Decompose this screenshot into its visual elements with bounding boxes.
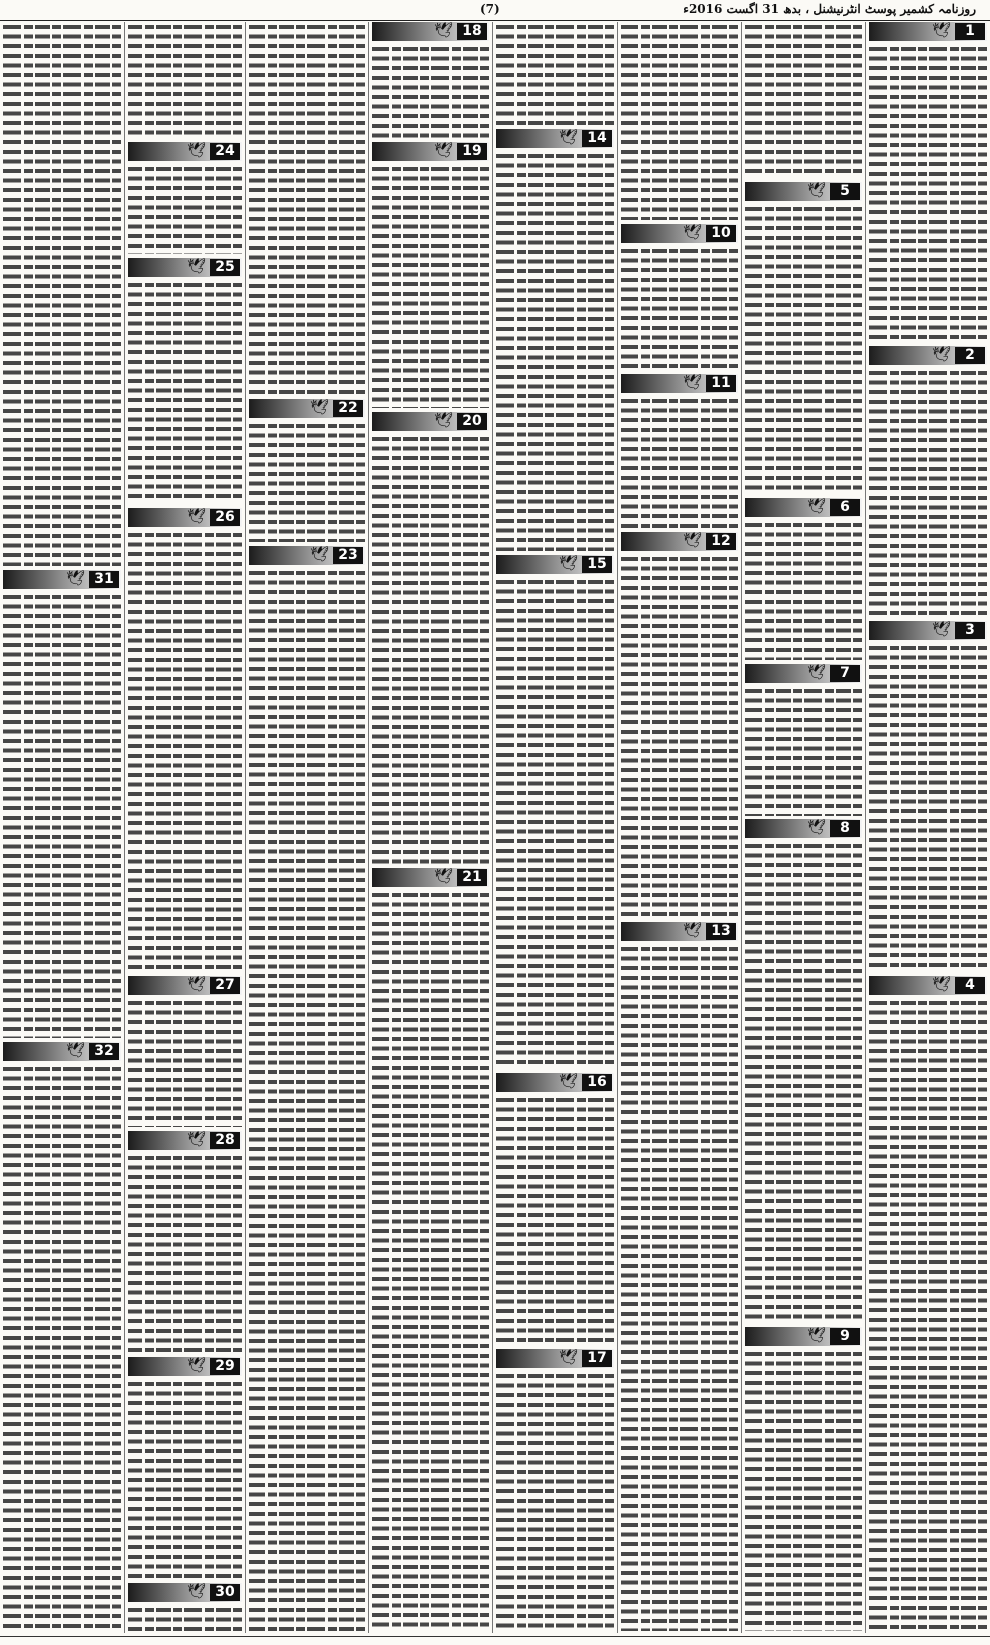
dove-icon: 🕊: [806, 1326, 826, 1344]
dove-icon: 🕊: [931, 21, 951, 39]
section-number: 4: [955, 977, 985, 994]
dove-icon: 🕊: [433, 141, 453, 159]
article-text: [745, 686, 862, 816]
dove-icon: 🕊: [682, 531, 702, 549]
section-badge: [621, 374, 738, 393]
section-badge: [745, 819, 862, 838]
article-text: [3, 22, 121, 566]
article-text: [496, 1371, 614, 1631]
article-text: [496, 577, 614, 1069]
section-number: 18: [457, 23, 487, 40]
article-text: [496, 151, 614, 551]
section-badge: [745, 182, 862, 201]
dove-icon: 🕊: [806, 818, 826, 836]
section-badge: [621, 224, 738, 243]
column-4: [493, 22, 617, 1633]
article-text: [621, 554, 738, 918]
dove-icon: 🕊: [309, 398, 329, 416]
article-text: [128, 164, 242, 254]
article-text: [372, 434, 489, 864]
section-number: 16: [582, 1074, 612, 1091]
section-badge: [621, 532, 738, 551]
article-text: [249, 421, 365, 542]
dove-icon: 🕊: [433, 867, 453, 885]
dove-icon: 🕊: [682, 223, 702, 241]
section-badge: [745, 664, 862, 683]
footer-rule: [0, 1636, 990, 1637]
article-text: [249, 568, 365, 1631]
article-text: [745, 520, 862, 660]
article-text: [869, 44, 987, 342]
section-number: 8: [830, 820, 860, 837]
article-text: [621, 944, 738, 1631]
article-text: [745, 1349, 862, 1631]
dove-icon: 🕊: [931, 975, 951, 993]
dove-icon: 🕊: [186, 1130, 206, 1148]
dove-icon: 🕊: [806, 663, 826, 681]
section-number: 31: [89, 571, 119, 588]
article-text: [372, 890, 489, 1631]
section-number: 32: [89, 1043, 119, 1060]
article-text: [128, 1153, 242, 1353]
dove-icon: 🕊: [186, 1582, 206, 1600]
section-badge: [128, 508, 242, 527]
section-number: 19: [457, 143, 487, 160]
section-badge: [128, 1357, 242, 1376]
dove-icon: 🕊: [433, 411, 453, 429]
section-badge: [496, 1073, 614, 1092]
section-badge: [745, 498, 862, 517]
section-number: 24: [210, 143, 240, 160]
section-badge: [128, 258, 242, 277]
article-text: [3, 1064, 121, 1631]
dove-icon: 🕊: [558, 128, 578, 146]
section-badge: [372, 142, 489, 161]
section-number: 26: [210, 509, 240, 526]
article-text: [621, 246, 738, 370]
article-text: [372, 164, 489, 408]
dove-icon: 🕊: [558, 1072, 578, 1090]
article-text: [745, 204, 862, 494]
dove-icon: 🕊: [309, 545, 329, 563]
article-text: [249, 22, 365, 395]
article-text: [745, 22, 862, 178]
section-badge: [3, 1042, 121, 1061]
section-number: 12: [706, 533, 736, 550]
article-text: [496, 22, 614, 125]
section-badge: [372, 412, 489, 431]
section-badge: [249, 399, 365, 418]
section-number: 5: [830, 183, 860, 200]
column-3: [618, 22, 741, 1633]
section-number: 28: [210, 1132, 240, 1149]
section-badge: [869, 621, 987, 640]
section-badge: [496, 555, 614, 574]
dove-icon: 🕊: [806, 181, 826, 199]
article-text: [128, 1379, 242, 1579]
section-badge: [3, 570, 121, 589]
section-number: 22: [333, 400, 363, 417]
article-text: [621, 22, 738, 220]
dove-icon: 🕊: [186, 507, 206, 525]
article-text: [128, 530, 242, 972]
column-6: [246, 22, 368, 1633]
section-number: 20: [457, 413, 487, 430]
section-badge: [249, 546, 365, 565]
dove-icon: 🕊: [65, 1041, 85, 1059]
masthead: [0, 0, 990, 21]
section-badge: [128, 976, 242, 995]
section-number: 27: [210, 977, 240, 994]
section-number: 25: [210, 259, 240, 276]
article-text: [128, 1605, 242, 1631]
section-badge: [128, 142, 242, 161]
section-badge: [128, 1131, 242, 1150]
column-2: [742, 22, 865, 1633]
dove-icon: 🕊: [558, 554, 578, 572]
section-number: 7: [830, 665, 860, 682]
newspaper-title: روزنامہ کشمیر پوسٹ انٹرنیشنل ، بدھ 31 اگست 2016ء: [683, 2, 976, 16]
dove-icon: 🕊: [186, 257, 206, 275]
dove-icon: 🕊: [186, 141, 206, 159]
section-badge: [869, 22, 987, 41]
article-text: [869, 643, 987, 971]
section-number: 13: [706, 923, 736, 940]
article-text: [128, 998, 242, 1127]
section-badge: [869, 976, 987, 995]
section-number: 21: [457, 869, 487, 886]
article-text: [128, 22, 242, 138]
article-text: [496, 1095, 614, 1345]
page-number: (7): [480, 2, 500, 16]
section-number: 9: [830, 1328, 860, 1345]
article-text: [128, 280, 242, 504]
dove-icon: 🕊: [682, 921, 702, 939]
section-badge: [372, 868, 489, 887]
column-8: [0, 22, 124, 1633]
column-5: [369, 22, 492, 1633]
section-number: 6: [830, 499, 860, 516]
section-number: 30: [210, 1584, 240, 1601]
dove-icon: 🕊: [682, 373, 702, 391]
section-number: 15: [582, 556, 612, 573]
article-text: [3, 592, 121, 1038]
dove-icon: 🕊: [806, 497, 826, 515]
section-badge: [496, 129, 614, 148]
section-badge: [372, 22, 489, 41]
section-number: 1: [955, 23, 985, 40]
section-number: 23: [333, 547, 363, 564]
dove-icon: 🕊: [558, 1348, 578, 1366]
dove-icon: 🕊: [931, 345, 951, 363]
section-number: 3: [955, 622, 985, 639]
section-number: 29: [210, 1358, 240, 1375]
column-1: [866, 22, 990, 1633]
section-badge: [869, 346, 987, 365]
section-number: 17: [582, 1350, 612, 1367]
article-text: [869, 998, 987, 1631]
section-number: 2: [955, 347, 985, 364]
dove-icon: 🕊: [65, 569, 85, 587]
dove-icon: 🕊: [931, 620, 951, 638]
section-number: 11: [706, 375, 736, 392]
article-text: [869, 368, 987, 616]
section-badge: [128, 1583, 242, 1602]
article-text: [372, 44, 489, 138]
dove-icon: 🕊: [186, 1356, 206, 1374]
column-7: [125, 22, 245, 1633]
section-badge: [621, 922, 738, 941]
section-number: 10: [706, 225, 736, 242]
section-badge: [496, 1349, 614, 1368]
dove-icon: 🕊: [433, 21, 453, 39]
dove-icon: 🕊: [186, 975, 206, 993]
section-number: 14: [582, 130, 612, 147]
article-text: [745, 841, 862, 1323]
section-badge: [745, 1327, 862, 1346]
article-text: [621, 396, 738, 528]
